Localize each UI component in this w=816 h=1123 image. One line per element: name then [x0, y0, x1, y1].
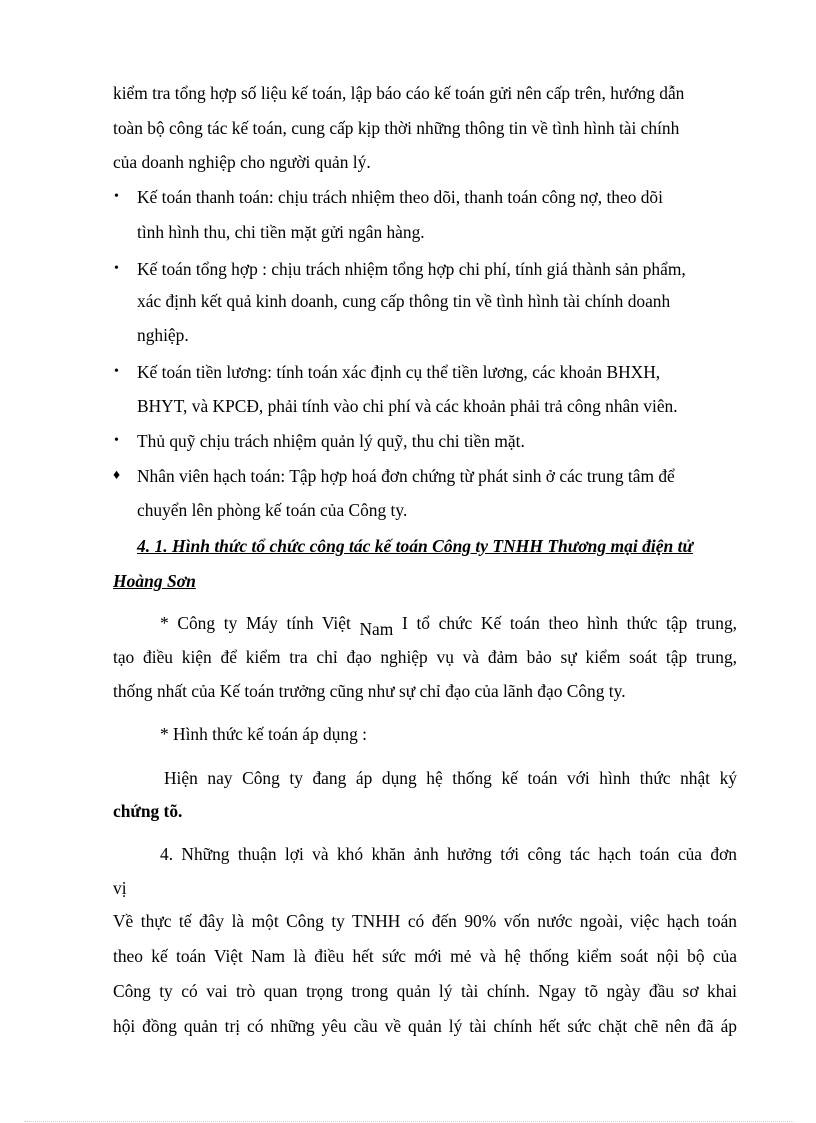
closing-para-line: theo kế toán Việt Nam là điều hết sức mới mẻ và hệ thống kiểm soát nội bộ của: [113, 946, 737, 966]
section-heading-cont: Hoàng Sơn: [113, 571, 196, 591]
closing-para-line: Về thực tế đây là một Công ty TNHH có đến 90% vốn nước ngoài, việc hạch toán: [113, 911, 737, 931]
intro-line: kiểm tra tổng hợp số liệu kế toán, lập báo cáo kế toán gửi nên cấp trên, hướng dẫn: [113, 83, 685, 103]
form-label: * Hình thức kế toán áp dụng :: [160, 724, 367, 744]
bullet-text: Kế toán tiền lương: tính toán xác định cụ thể tiền lương, các khoản BHXH,: [137, 362, 661, 382]
closing-para-line: Công ty có vai trò quan trọng trong quản lý tài chính. Ngay tõ ngày đầu sơ khai: [113, 981, 737, 1001]
bullet-text: tình hình thu, chi tiền mặt gửi ngân hàng.: [137, 222, 425, 242]
bullet-dot-icon: •: [114, 189, 119, 204]
bullet-dot-icon: •: [114, 364, 119, 379]
page-bottom-divider: [24, 1121, 794, 1122]
subscript-text: Nam: [359, 619, 394, 639]
bullet-text: Kế toán thanh toán: chịu trách nhiệm theo dõi, thanh toán công nợ, theo dõi: [137, 187, 663, 207]
bullet-text: Kế toán tổng hợp : chịu trách nhiệm tổng hợp chi phí, tính giá thành sản phẩm,: [137, 259, 686, 279]
bullet-text: chuyển lên phòng kế toán của Công ty.: [137, 500, 408, 520]
current-para-bold: chứng tõ.: [113, 801, 183, 821]
section-heading: 4. 1. Hình thức tổ chức công tác kế toán Công ty TNHH Thương mại điện tử: [137, 536, 693, 556]
intro-line: của doanh nghiệp cho người quản lý.: [113, 152, 371, 172]
bullet-text: nghiệp.: [137, 325, 189, 345]
bullet-dot-icon: •: [114, 433, 119, 448]
bullet-text: Nhân viên hạch toán: Tập hợp hoá đơn chứng từ phát sinh ở các trung tâm để: [137, 466, 675, 486]
current-para-line: Hiện nay Công ty đang áp dụng hệ thống kế toán với hình thức nhật ký: [164, 768, 737, 788]
bullet-text: xác định kết quả kinh doanh, cung cấp thông tin về tình hình tài chính doanh: [137, 291, 671, 311]
diamond-bullet-icon: ♦: [113, 468, 121, 483]
bullet-text: Thủ quỹ chịu trách nhiệm quản lý quỹ, thu chi tiền mặt.: [137, 431, 525, 451]
company-para-line: tạo điều kiện để kiểm tra chỉ đạo nghiệp vụ và đảm bảo sự kiểm soát tập trung,: [113, 647, 737, 667]
four-para-line: vị: [113, 878, 127, 898]
intro-line: toàn bộ công tác kế toán, cung cấp kịp thời những thông tin về tình hình tài chính: [113, 118, 680, 138]
bullet-dot-icon: •: [114, 261, 119, 276]
bullet-text: BHYT, và KPCĐ, phải tính vào chi phí và các khoản phải trả công nhân viên.: [137, 396, 678, 416]
company-para-line: thống nhất của Kế toán trưởng cũng như sự chỉ đạo của lãnh đạo Công ty.: [113, 681, 626, 701]
closing-para-line: hội đồng quản trị có những yêu cầu về quản lý tài chính hết sức chặt chẽ nên đã áp: [113, 1016, 737, 1036]
company-para-line: * Công ty Máy tính Việt Nam I tổ chức Kế toán theo hình thức tập trung,: [160, 613, 737, 639]
four-para-line: 4. Những thuận lợi và khó khăn ảnh hưởng tới công tác hạch toán của đơn: [160, 844, 737, 864]
